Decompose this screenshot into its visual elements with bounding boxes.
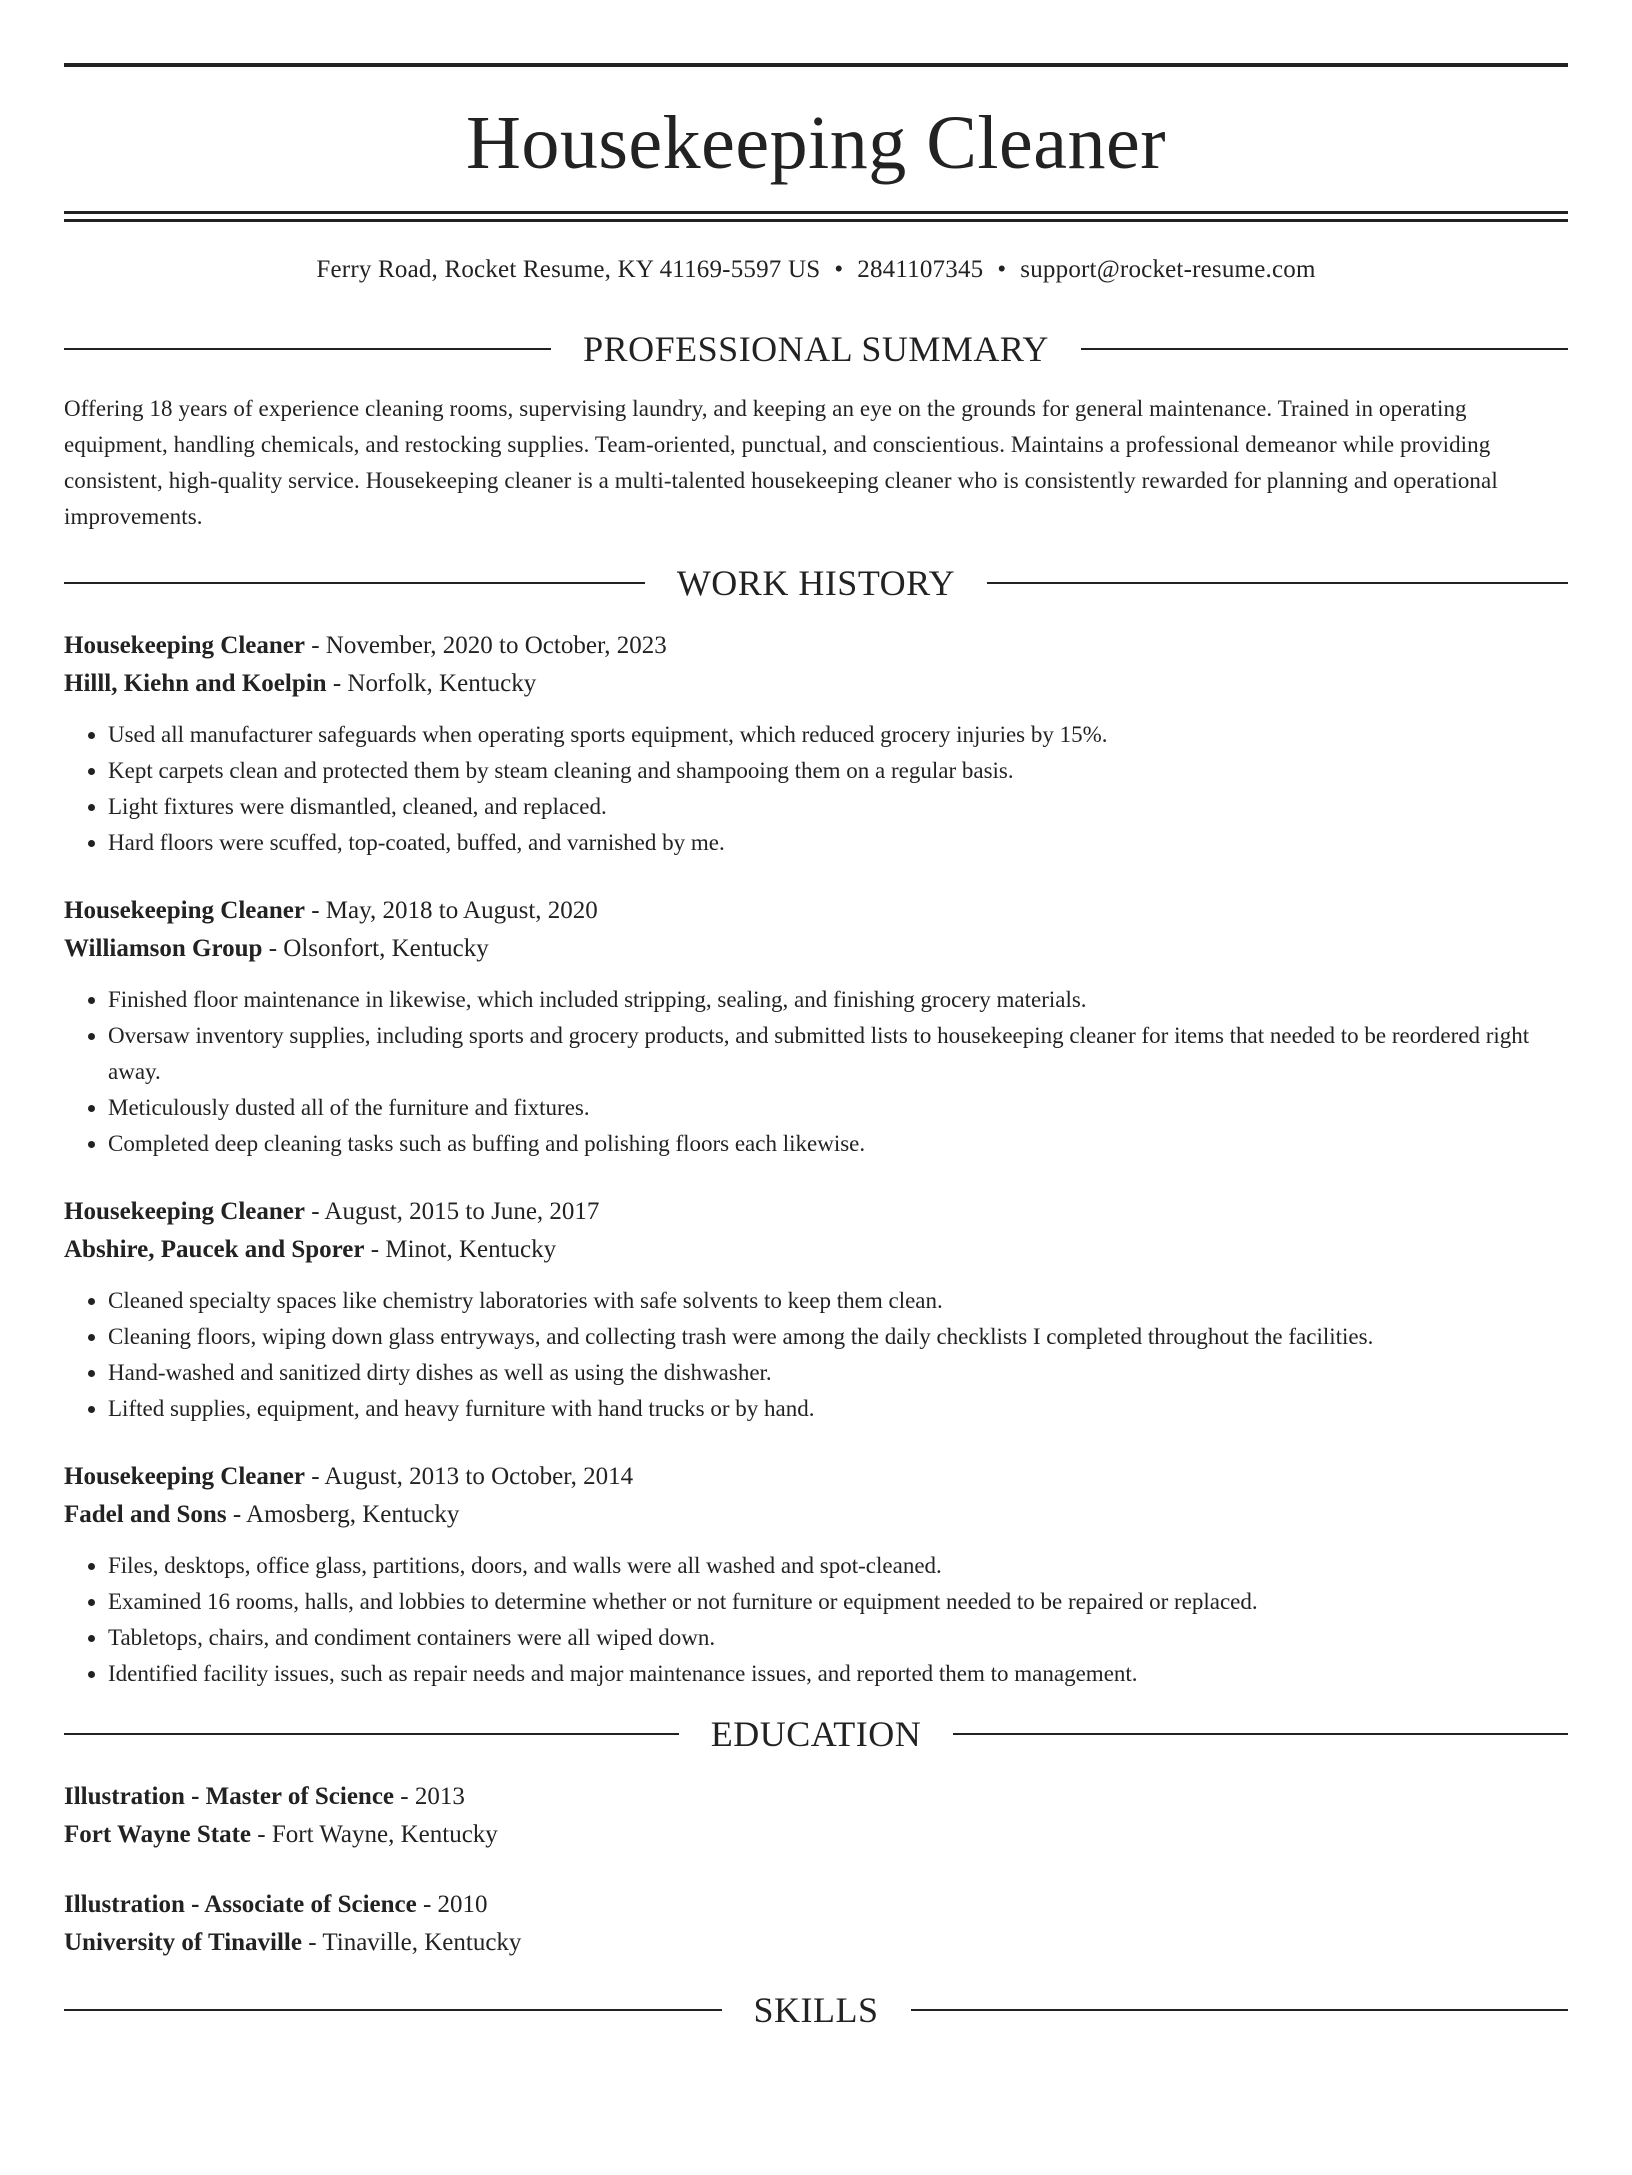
heading-rule [64,1733,679,1735]
job-location: - Amosberg, Kentucky [226,1501,460,1528]
heading-rule [911,2009,1569,2011]
school: Fort Wayne State [64,1821,252,1848]
job-bullet: • Meticulously dusted all of the furniture and fixtures. [108,1090,1568,1126]
job-entry [64,892,1568,1162]
degree-year: - 2013 [394,1783,465,1810]
section-heading-skills [64,1990,1568,2030]
job-bullets [64,1548,1568,1692]
section-title: EDUCATION [710,1714,922,1754]
education-entry [64,1886,1568,1962]
job-bullets [64,982,1568,1162]
degree: Illustration - Master of Science [64,1783,395,1810]
job-bullet: • Kept carpets clean and protected them by steam cleaning and shampooing them on a regular basis. [108,753,1568,789]
job-bullets [64,1283,1568,1427]
job-bullet: • Files, desktops, office glass, partitions, doors, and walls were all washed and spot-cleaned. [108,1548,1568,1584]
job-title-line [64,892,1568,930]
job-dates: - August, 2013 to October, 2014 [304,1463,634,1490]
job-company-line [64,930,1568,968]
job-company: Hilll, Kiehn and Koelpin [64,670,327,697]
job-title-line [64,627,1568,665]
heading-rule [987,582,1568,584]
job-location: - Minot, Kentucky [364,1236,557,1263]
degree-line [64,1886,1568,1924]
school-location: - Tinaville, Kentucky [301,1929,522,1956]
job-title: Housekeeping Cleaner [64,1198,305,1225]
school-line [64,1816,1568,1854]
job-title: Housekeeping Cleaner [64,897,305,924]
job-bullet: • Light fixtures were dismantled, cleaned, and replaced. [108,789,1568,825]
resume-name: Housekeeping Cleaner [465,101,1167,185]
section-title: WORK HISTORY [676,563,956,603]
job-bullet: • Used all manufacturer safeguards when operating sports equipment, which reduced grocery injuries by 15%. [108,717,1568,753]
school-location: - Fort Wayne, Kentucky [251,1821,498,1848]
job-bullet: • Cleaned specialty spaces like chemistry laboratories with safe solvents to keep them clean. [108,1283,1568,1319]
contact-email[interactable]: support@rocket-resume.com [1020,256,1316,283]
job-company: Fadel and Sons [64,1501,227,1528]
contact-line [64,255,1568,285]
contact-phone: 2841107345 [857,256,984,283]
heading-rule [953,1733,1568,1735]
job-company-line [64,665,1568,703]
job-dates: - August, 2015 to June, 2017 [304,1198,600,1225]
job-entry [64,1193,1568,1427]
job-location: - Norfolk, Kentucky [326,670,537,697]
job-bullet: • Lifted supplies, equipment, and heavy furniture with hand trucks or by hand. [108,1391,1568,1427]
section-heading-education [64,1714,1568,1754]
degree: Illustration - Associate of Science [64,1891,417,1918]
job-title-line [64,1458,1568,1496]
job-title: Housekeeping Cleaner [64,632,305,659]
job-bullet: • Examined 16 rooms, halls, and lobbies to determine whether or not furniture or equipment needed to be repaired or replaced. [108,1584,1568,1620]
job-dates: - November, 2020 to October, 2023 [304,632,667,659]
job-bullet: • Finished floor maintenance in likewise, which included stripping, sealing, and finishing grocery materials. [108,982,1568,1018]
job-dates: - May, 2018 to August, 2020 [304,897,598,924]
school: University of Tinaville [64,1929,302,1956]
school-line [64,1924,1568,1962]
job-entry [64,627,1568,861]
contact-separator: • [834,256,844,283]
job-company: Williamson Group [64,935,263,962]
job-title-line [64,1193,1568,1231]
section-heading-work [64,563,1568,603]
job-bullet: • Hard floors were scuffed, top-coated, buffed, and varnished by me. [108,825,1568,861]
job-title: Housekeeping Cleaner [64,1463,305,1490]
job-company: Abshire, Paucek and Sporer [64,1236,365,1263]
education-entry [64,1778,1568,1854]
section-title: SKILLS [753,1990,879,2030]
job-bullet: • Hand-washed and sanitized dirty dishes as well as using the dishwasher. [108,1355,1568,1391]
job-entry [64,1458,1568,1692]
heading-rule [64,582,645,584]
job-bullet: • Tabletops, chairs, and condiment containers were all wiped down. [108,1620,1568,1656]
section-title: PROFESSIONAL SUMMARY [583,329,1049,369]
heading-rule [1081,348,1568,350]
job-bullet: • Identified facility issues, such as repair needs and major maintenance issues, and reported them to management. [108,1656,1568,1692]
contact-address: Ferry Road, Rocket Resume, KY 41169-5597 US [316,256,821,283]
resume-page [0,63,1632,2175]
job-bullet: • Cleaning floors, wiping down glass entryways, and collecting trash were among the daily checklists I completed throughout the facilities. [108,1319,1568,1355]
degree-year: - 2010 [416,1891,488,1918]
heading-rule [64,348,551,350]
degree-line [64,1778,1568,1816]
job-bullets [64,717,1568,861]
job-bullet: • Oversaw inventory supplies, including sports and grocery products, and submitted lists to housekeeping cleaner for items that needed to be reordered right away. [108,1018,1568,1090]
job-location: - Olsonfort, Kentucky [262,935,489,962]
job-company-line [64,1496,1568,1534]
double-rule [64,211,1568,222]
summary-text: Offering 18 years of experience cleaning rooms, supervising laundry, and keeping an eye on the grounds for general maintenance. Trained in operating equipment, handling chemicals, and restocking supplies. Team-oriented, punctual, and conscientious. Maintains a professional demeanor while providing consistent, high-quality service. Housekeeping cleaner is a multi-talented housekeeping cleaner who is consistently rewarded for planning and operational improvements. [64,396,1498,529]
job-company-line [64,1231,1568,1269]
heading-rule [64,2009,722,2011]
section-heading-summary [64,329,1568,369]
contact-separator: • [997,256,1007,283]
job-bullet: • Completed deep cleaning tasks such as buffing and polishing floors each likewise. [108,1126,1568,1162]
